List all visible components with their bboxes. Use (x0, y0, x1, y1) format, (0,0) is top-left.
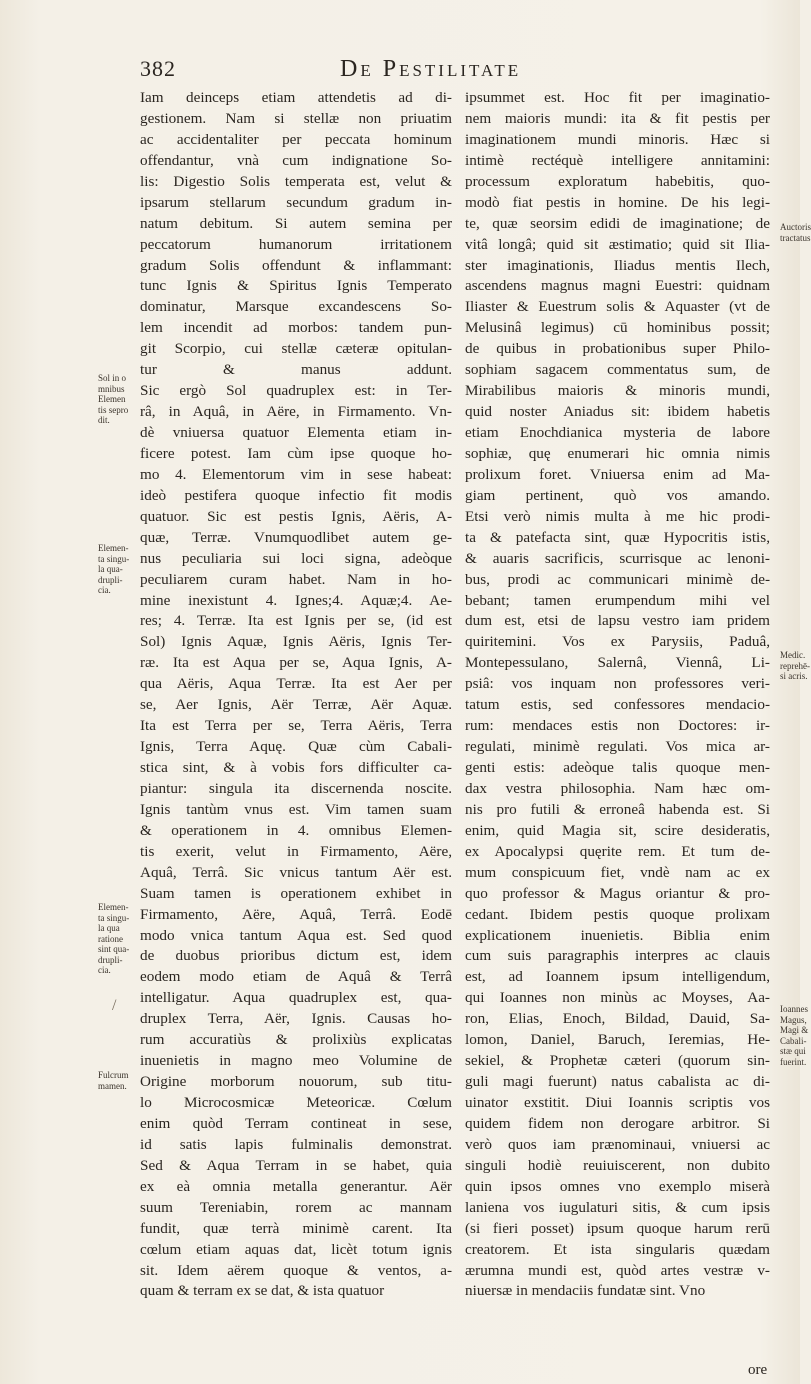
left-column-line: peculiarem curam habet. Nam in ho- (140, 570, 452, 588)
right-column-line: & auaris sacrificis, scurrisque ac lenoni- (465, 549, 770, 567)
left-column-line: Sol) Ignis Aquæ, Ignis Aëris, Ignis Ter- (140, 633, 452, 651)
margin-note-elementa-ratione (98, 902, 138, 976)
right-column-line: quo professor & Magus oriantur & pro- (465, 884, 770, 902)
right-column-line: guli magi fuerunt) natus cabalista ac di- (465, 1073, 770, 1091)
right-column-line: enim, quid Magia sit, scire desideratis, (465, 821, 770, 839)
left-column-line: inuenietis in magno meo Volumine de (140, 1052, 452, 1070)
margin-note-line: dit. (98, 415, 110, 425)
right-column-line: prolixum foret. Vniuersa enim ad Ma- (465, 465, 770, 483)
right-column-line: tatum estis, sed confessores mendacio- (465, 696, 770, 714)
margin-note-line: ta singu- (98, 912, 130, 923)
left-column-line: tis exerit, velut in Firmamento, Aëre, (140, 842, 452, 860)
right-column-line: ipsummet est. Hoc fit per imaginatio- (465, 89, 770, 106)
right-column-line: ex Apocalypsi quęrite rem. Et tum de- (465, 842, 770, 860)
right-column-line: niuersæ in mendaciis fundatæ sint. Vno (465, 1282, 706, 1300)
left-column-line: stica sint, & à vobis fors difficulter ca- (140, 759, 452, 776)
right-column-line: nem maioris mundi: ita & fit pestis per (465, 109, 770, 127)
left-text-column (140, 88, 452, 1302)
left-column-line: se, Aer Ignis, Aër Terræ, Aër Aquæ. (140, 696, 452, 714)
left-column-line: peccatorum humanorum irritationem (140, 235, 452, 253)
margin-note-line: drupli- (98, 574, 123, 585)
right-column-line: cum suis paragraphis interpres ac clauis (465, 947, 770, 965)
margin-note-line: Magi & (780, 1025, 809, 1035)
margin-note-line: Magus, (780, 1014, 807, 1025)
left-column-line: eodem modo etiam de Aquâ & Terrâ (140, 968, 452, 986)
right-column-line: de quibus in probationibus super Philo- (465, 340, 770, 358)
right-column-line: verò quos iam prænominaui, vniuersi ac (465, 1135, 770, 1153)
left-column-line: enim quòd Terram contineat in sese, (140, 1114, 452, 1132)
right-column-line: ron, Elias, Enoch, Bildad, Dauid, Sa- (465, 1010, 770, 1028)
left-column-line: natum debitum. Si autem semina per (140, 214, 452, 232)
margin-note-line: Medic. (780, 650, 806, 660)
margin-note-medic-reprehensi (780, 650, 810, 682)
margin-note-line: Elemen- (98, 543, 129, 553)
right-column-line: dum est, etsi de lapsu vestro iam pridem (465, 612, 770, 630)
right-column-line: est, ad Ioannem ipsum intelligendum, (465, 968, 770, 986)
right-column-line: quiritemini. Vos ex Parysiis, Paduâ, (465, 633, 770, 651)
right-column-line: ta & patefacta sint, quæ Hypocritis istis, (465, 528, 770, 546)
right-column-line: sophiam sagacem commentatus sum, de (465, 361, 770, 379)
left-column-line: lem incendit ad morbos: tandem pun- (140, 319, 452, 337)
right-column-line: quin ipsos omnes vno exemplo miserà (465, 1177, 770, 1195)
right-column-line: vitâ longâ; quid sit æstimatio; quid sit Ilia- (465, 235, 770, 253)
right-column-line: rum: mendaces estis non Doctores: ir- (465, 717, 770, 735)
left-column-line: gestionem. Nam si stellæ non priuatim (140, 109, 452, 127)
right-column-line: genti estis: adeòque talis quoque men- (465, 759, 770, 776)
right-column-line: bebant; tamen erumpendum mihi vel (465, 591, 770, 609)
margin-note-line: Auctoris (780, 222, 811, 232)
margin-note-sol-in-omnibus (98, 373, 138, 426)
left-column-line: piantur: singula ita discernenda noscite. (140, 779, 452, 797)
margin-note-line: la qua- (98, 564, 123, 574)
left-column-line: lis: Digestio Solis temperata est, velut & (140, 172, 452, 190)
margin-note-line: Sol in o (98, 373, 127, 383)
margin-note-auctoris-tractatus (780, 222, 811, 243)
catchword: ore (748, 1362, 768, 1378)
left-column-line: Sed & Aqua Terram in se habet, quia (140, 1156, 452, 1174)
right-column-line: quidem fidem non derogare arbitror. Si (465, 1114, 770, 1132)
margin-note-line: stæ qui (780, 1046, 806, 1056)
right-column-line: (si fieri posset) ipsum quoque harum rerū (465, 1219, 770, 1237)
left-column-line: ex eà omnia metalla generantur. Aër (140, 1177, 452, 1195)
margin-note-line: drupli- (98, 954, 123, 965)
right-column-line: cedant. Ibidem pestis quoque prolixam (465, 905, 770, 923)
right-column-line: bus, prodi ac communicari minimè de- (465, 570, 770, 588)
right-column-line: ascendens magnus magni Euestri: quidnam (465, 277, 770, 295)
margin-note-elementa-quadruplicia (98, 543, 138, 596)
margin-note-line: mamen. (98, 1080, 127, 1091)
left-column-line: mine inexistunt 4. Ignes;4. Aquæ;4. Ae- (140, 591, 452, 609)
left-column-line: Suam tamen is operationem exhibet in (140, 884, 452, 902)
left-column-line: qua Aëris, Aqua Terræ. Ita est Aer per (140, 675, 452, 693)
left-column-line: intelligatur. Aqua quadruplex est, qua- (140, 989, 452, 1007)
right-column-line: dax vestra philosophia. Nam hæc om- (465, 779, 770, 797)
right-column-line: singuli hodiè reuiuiscerent, non dubito (465, 1156, 770, 1174)
left-column-line: gradum Solis offendunt & inflammant: (140, 256, 452, 274)
right-column-line: modò fiat pestis in homine. De his legi- (465, 193, 770, 211)
margin-note-line: cia. (98, 965, 111, 975)
margin-note-line: Ioannes (780, 1004, 808, 1014)
margin-note-line: cia. (98, 585, 111, 595)
right-column-line: sekiel, & Prophetæ cæteri (quorum sin- (465, 1052, 770, 1070)
margin-note-line: la qua (98, 923, 120, 933)
margin-note-line: Elemen (98, 394, 126, 404)
right-column-line: Montepessulano, Salernâ, Viennâ, Li- (465, 654, 770, 672)
right-column-line: Mirabilibus maioris & minoris mundi, (465, 382, 770, 400)
left-column-line: res; 4. Terræ. Ita est Ignis per se, (id est (140, 612, 452, 630)
left-column-line: cœlum etiam aquas dat, licèt totum ignis (140, 1240, 452, 1258)
left-column-line: nus peculiaria sui loci signa, adeòque (140, 549, 452, 567)
right-column-line: giam pertinent, quò vos amando. (465, 486, 770, 504)
left-column-line: & operationem in 4. omnibus Elemen- (140, 821, 452, 839)
right-column-line: Iliaster & Euestrum solis & Aquaster (vt de (465, 298, 770, 316)
margin-note-line: tis sepro (98, 404, 129, 415)
left-column-line: Ignis tantùm vnus est. Vim tamen suam (140, 800, 452, 818)
left-column-line: Firmamento, Aëre, Aquâ, Terrâ. Eodē (140, 905, 452, 923)
right-column-line: Etsi verò nimis multa à me hic prodi- (465, 507, 770, 525)
left-column-line: modo vnica tantum Aqua est. Sed quod (140, 926, 452, 944)
left-column-line: id satis lapis fulminalis demonstrat. (140, 1135, 452, 1153)
left-column-line: fundit, quæ terrà minimè carent. Ita (140, 1219, 452, 1237)
left-column-line: de duobus prioribus dictum est, idem (140, 947, 452, 965)
left-column-line: dè vniuersa quatuor Elementa etiam in- (140, 424, 452, 441)
left-column-line: rum accuratiùs & prolixiùs explicatas (140, 1031, 452, 1049)
margin-note-line: Cabali- (780, 1035, 807, 1046)
left-column-line: ficere potest. Iam cùm ipse quoque ho- (140, 444, 452, 462)
left-column-line: ipsarum stellarum secundum gradum in- (140, 193, 452, 211)
left-column-line: lo Microcosmicæ Meteoricæ. Cœlum (140, 1094, 452, 1111)
left-column-line: râ, in Aquâ, in Aëre, in Firmamento. Vn- (140, 403, 452, 421)
left-column-line: mo 4. Elementorum vim in sese habeat: (140, 465, 452, 483)
stray-pen-mark: / (112, 997, 117, 1014)
left-column-line: dominatur, Marsque excandescens So- (140, 298, 452, 316)
left-column-line: sit. Idem aërem quoque & ventos, a- (140, 1261, 452, 1279)
right-column-line: mum conspicuum fiet, vndè nam ac ex (465, 863, 770, 881)
left-column-line: Ignis, Terra Aquę. Quæ cùm Cabali- (140, 738, 452, 756)
left-column-line: ac accidentaliter per peccata hominum (140, 130, 452, 148)
left-column-line: offendantur, vnà cum indignatione So- (140, 151, 452, 169)
right-column-line: nis pro futili & erroneâ habenda est. Si (465, 800, 770, 818)
left-column-line: druplex Terra, Aër, Ignis. Causas ho- (140, 1010, 452, 1028)
margin-note-line: fuerint. (780, 1056, 807, 1067)
margin-note-line: ta singu- (98, 553, 130, 564)
margin-note-line: Fulcrum (98, 1070, 129, 1080)
right-column-line: imaginationem mundi minoris. Hæc si (465, 130, 770, 148)
running-title: De Pestilitate (340, 56, 522, 82)
right-column-line: psiâ: vos inquam non professores veri- (465, 675, 770, 693)
right-text-column (465, 88, 770, 1302)
left-column-line: Aquâ, Terrâ. Sic vnicus tantum Aër est. (140, 863, 452, 881)
right-column-line: uinator exstitit. Diui Ioannis scriptis vos (465, 1094, 770, 1111)
left-column-line: tunc Ignis & Spiritus Ignis Temperato (140, 277, 452, 295)
page-number: 382 (140, 56, 176, 81)
right-column-line: ærumna mundi est, quòd artes vestræ v- (465, 1261, 770, 1279)
margin-note-line: ratione (98, 933, 123, 944)
margin-note-line: tractatus (780, 232, 811, 243)
left-column-line: tur & manus addunt. (140, 361, 452, 379)
margin-note-ioannes-magus (780, 1004, 809, 1067)
left-column-line: ræ. Ita est Aqua per se, Aqua Ignis, A- (140, 654, 452, 672)
right-column-line: lomon, Daniel, Baruch, Ieremias, He- (465, 1031, 770, 1049)
left-column-line: suum Tereniabin, rorem ac mannam (140, 1198, 452, 1216)
left-column-line: Iam deinceps etiam attendetis ad di- (140, 89, 452, 106)
right-column-line: regulati, minimè regulati. Vos mica ar- (465, 738, 770, 756)
margin-note-fulcrum (98, 1070, 138, 1091)
margin-note-line: reprehē- (780, 660, 810, 671)
margin-note-line: mnibus (98, 383, 125, 394)
right-column-line: creatorem. Et ista singularis quædam (465, 1240, 770, 1258)
right-column-line: sophiæ, quę enumerari hic omnia nimis (465, 444, 770, 462)
left-column-line: quatuor. Sic est pestis Ignis, Aëris, A- (140, 507, 452, 525)
right-column-line: quid noster Aniadus sit: ibidem habetis (465, 403, 770, 421)
left-column-line: ideò pestifera quoque infectio fit modis (140, 486, 452, 504)
right-column-line: explicationem inuenietis. Biblia enim (465, 926, 770, 944)
right-column-line: intimè rectéquè intelligere annitamini: (465, 151, 770, 169)
right-column-line: Melusinâ legimus) cū hominibus possit; (465, 319, 770, 337)
left-column-line: quam & terram ex se dat, & ista quatuor (140, 1282, 385, 1300)
right-column-line: laniena vos iugulaturi sitis, & cum ipsis (465, 1198, 770, 1216)
margin-note-line: Elemen- (98, 902, 129, 912)
right-column-line: qui Ioannes non minùs ac Moyses, Aa- (465, 989, 770, 1007)
right-column-line: etiam Enochdianica mysteria de labore (465, 424, 770, 441)
margin-note-line: sint qua- (98, 944, 130, 954)
left-column-line: Origine morborum nouorum, sub titu- (140, 1073, 452, 1091)
right-column-line: te, quæ seorsim edidi de imaginatione; de (465, 214, 770, 232)
page-header (140, 56, 780, 88)
left-column-line: Sic ergò Sol quadruplex est: in Ter- (140, 382, 452, 400)
left-column-line: Ita est Terra per se, Terra Aëris, Terra (140, 717, 452, 735)
right-column-line: ster imaginationis, Iliadus mentis Ilech, (465, 256, 770, 274)
margin-note-line: si acris. (780, 671, 808, 681)
right-column-line: processum exploratum habebitis, quo- (465, 172, 770, 190)
left-column-line: git Scorpio, cui stellæ cæteræ opitulan- (140, 340, 452, 358)
left-column-line: quæ, Terræ. Vnumquodlibet autem ge- (140, 528, 452, 546)
